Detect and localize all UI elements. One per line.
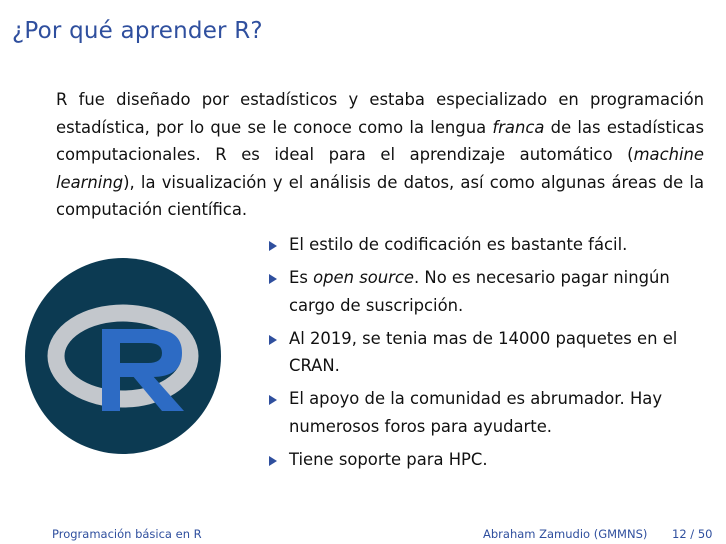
bullet-triangle-icon [269, 395, 277, 405]
list-item [262, 231, 702, 259]
intro-text-2: de las estadísticas computacionales. R es ideal para el aprendizaje automático ( [56, 117, 704, 164]
list-item [262, 264, 702, 319]
list-item-text: El estilo de codificación es bastante fácil. [289, 235, 628, 254]
reasons-list [262, 231, 702, 479]
intro-paragraph [56, 86, 704, 224]
slide-title: ¿Por qué aprender R? [12, 18, 263, 44]
bullet-triangle-icon [269, 335, 277, 345]
list-item [262, 385, 702, 440]
intro-emphasis-franca: franca [492, 117, 545, 137]
footer-author[interactable]: Abraham Zamudio (GMMNS) [483, 527, 648, 541]
intro-emphasis-machine-learning: machine learning [56, 145, 704, 192]
slide-footer [0, 525, 726, 544]
bullet-triangle-icon [269, 274, 277, 284]
list-item-text: El apoyo de la comunidad es abrumador. Hay numerosos foros para ayudarte. [289, 389, 663, 436]
intro-text-3: ), la visualización y el análisis de datos, así como algunas áreas de la computación científica. [56, 172, 704, 219]
r-logo [24, 257, 222, 455]
r-language-logo-icon [24, 257, 222, 455]
intro-text-1: R fue diseñado por estadísticos y estaba especializado en programación estadística, por lo que se le conoce como la lengua [56, 90, 704, 137]
bullet-triangle-icon [269, 241, 277, 251]
list-item-text-pre: Es [289, 268, 314, 287]
footer-course-title[interactable]: Programación básica en R [52, 527, 202, 541]
list-item [262, 325, 702, 380]
footer-page-number: 12 / 50 [672, 527, 713, 541]
list-item-text: Al 2019, se tenia mas de 14000 paquetes en el CRAN. [289, 328, 678, 375]
bullet-triangle-icon [269, 456, 277, 466]
list-item-text-post: . No es necesario pagar ningún cargo de suscripción. [289, 268, 670, 315]
list-item-emphasis-open-source: open source [313, 268, 415, 287]
list-item-text: Tiene soporte para HPC. [289, 449, 488, 469]
list-item [262, 446, 702, 474]
